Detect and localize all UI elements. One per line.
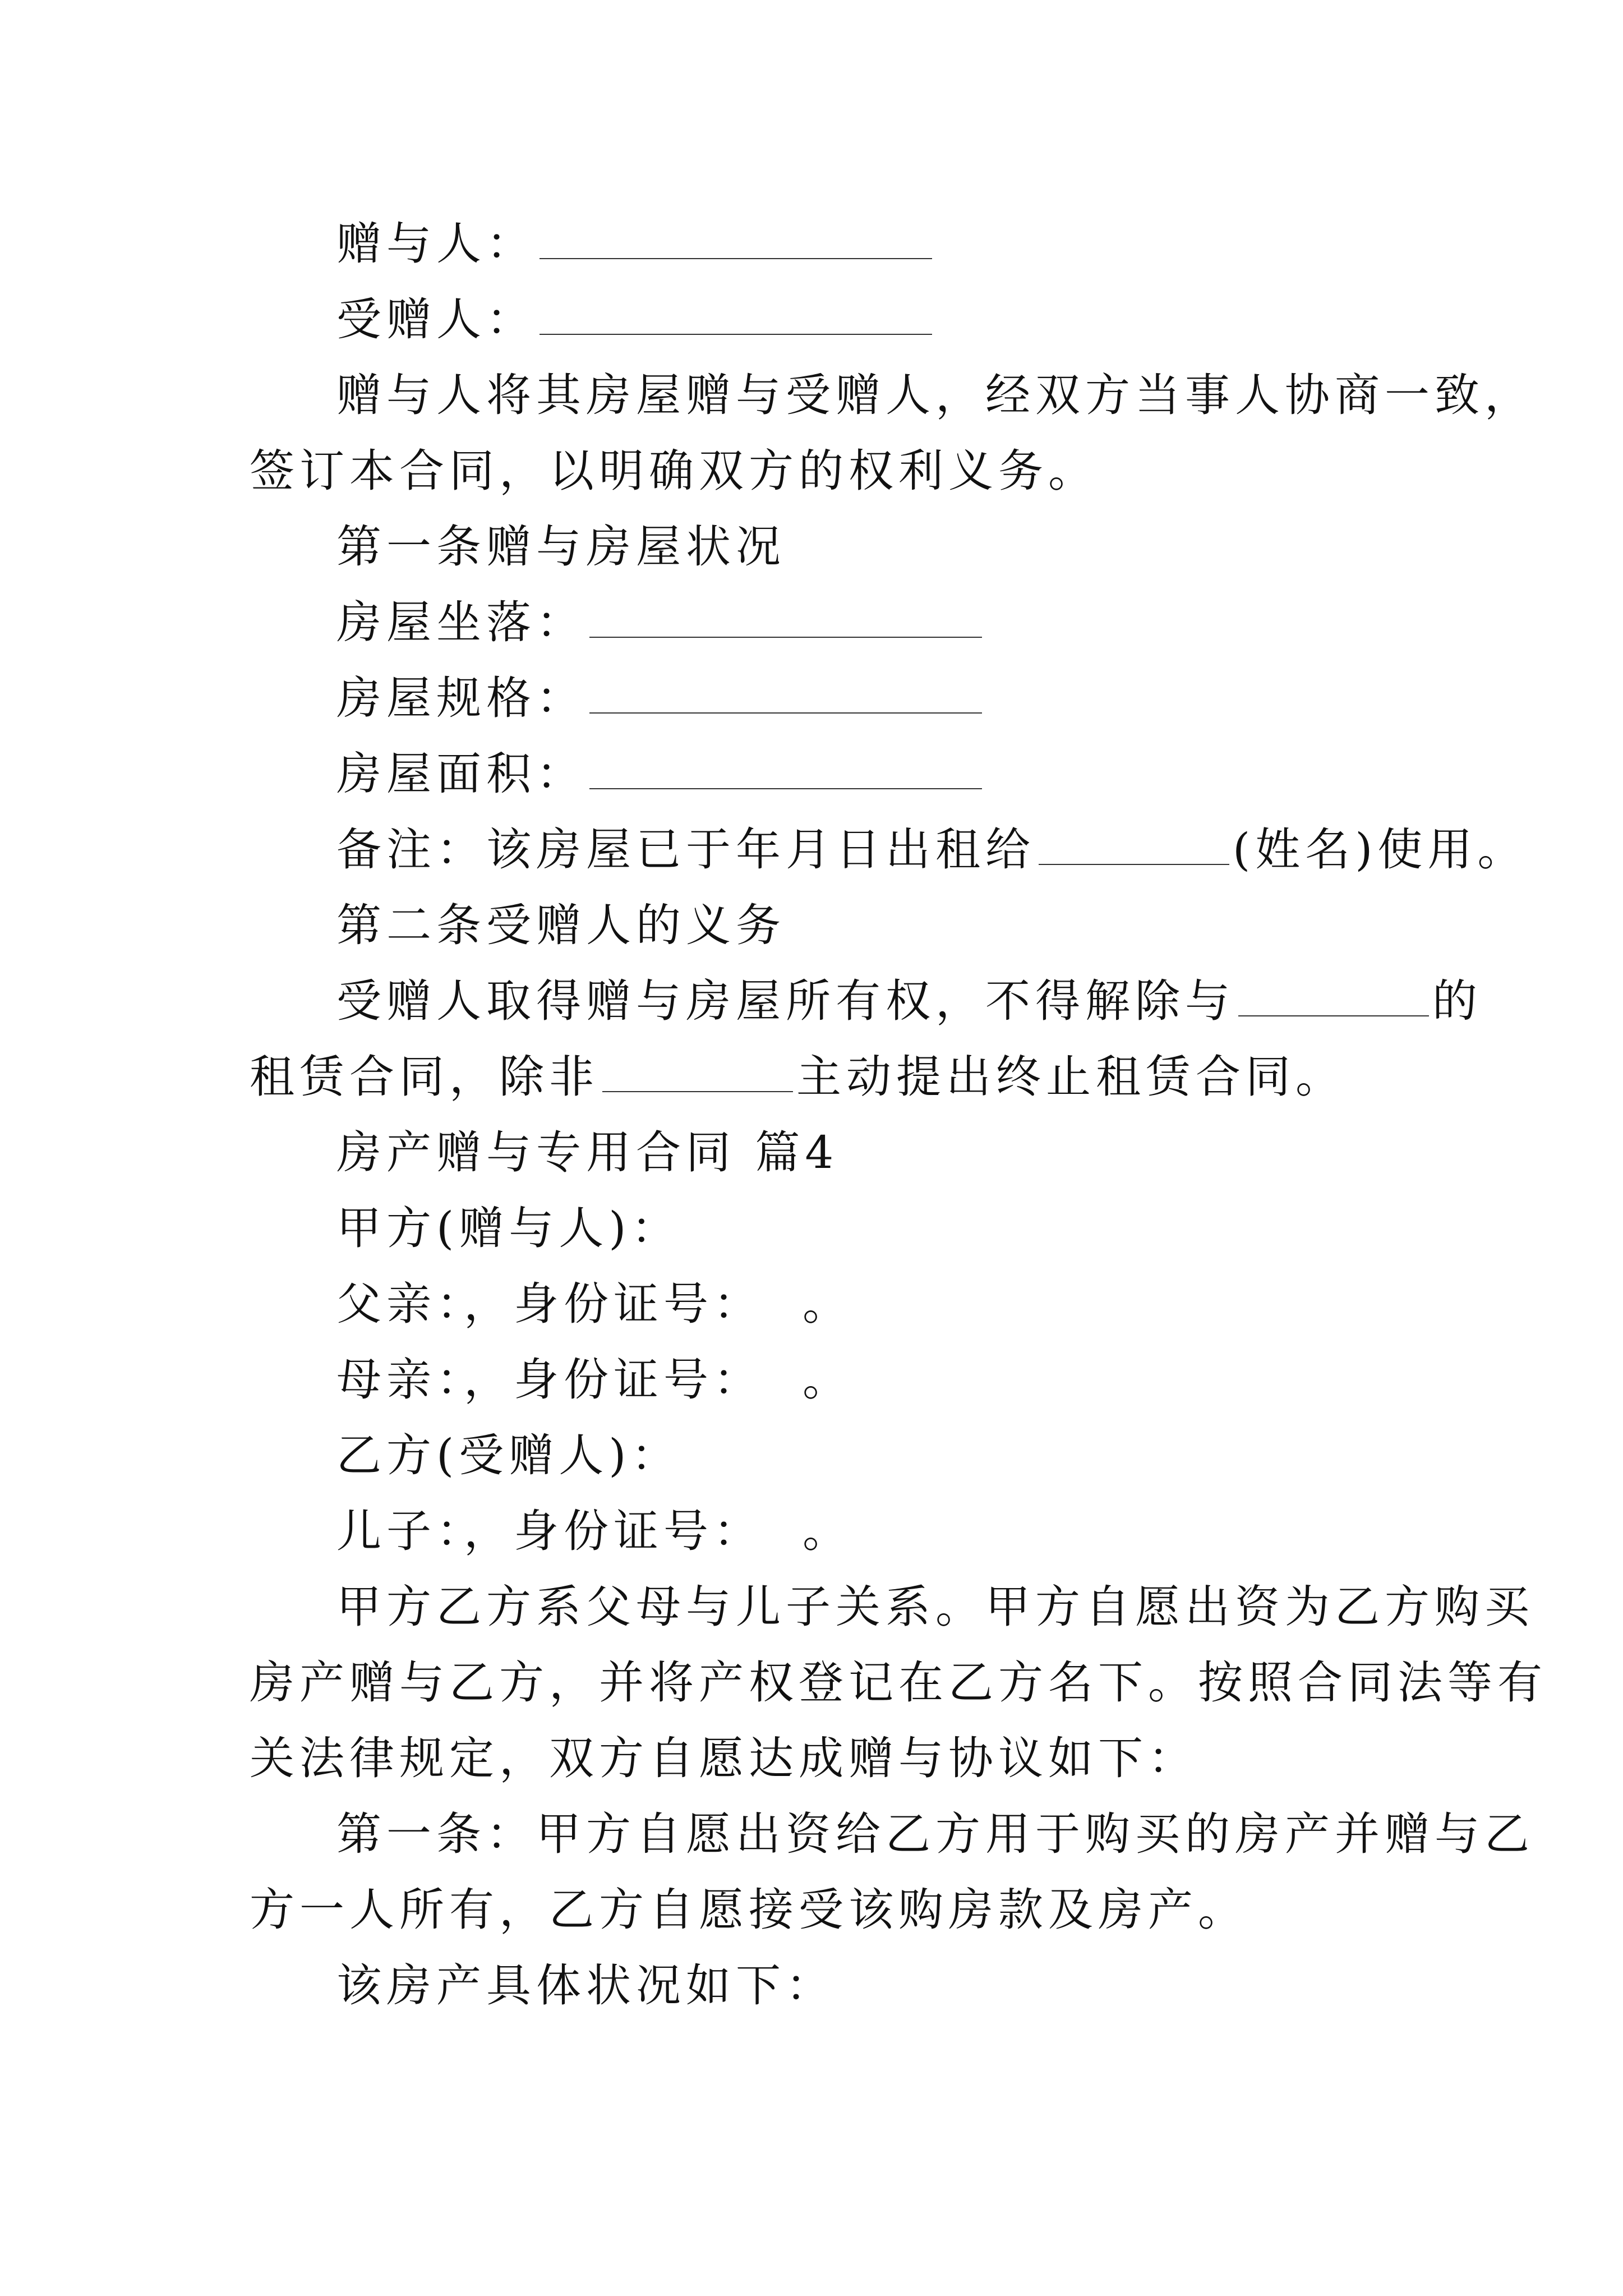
section-title: 房产赠与专用合同 篇4 xyxy=(336,1126,839,1179)
period: 。 xyxy=(803,1505,852,1557)
paragraph-line: 房产赠与乙方，并将产权登记在乙方名下。按照合同法等有 xyxy=(250,1657,1547,1709)
house-area-blank xyxy=(589,788,982,789)
article-heading: 第二条受赠人的义务 xyxy=(336,899,786,951)
father-line xyxy=(336,1278,852,1330)
period: 。 xyxy=(803,1354,852,1406)
mother-label: 母亲： xyxy=(336,1354,464,1406)
recipient-blank xyxy=(540,333,932,335)
paragraph-line: 方一人所有，乙方自愿接受该购房款及房产。 xyxy=(250,1884,1248,1936)
obligation-suffix: 的 xyxy=(1432,975,1482,1027)
mother-line xyxy=(336,1354,852,1406)
son-label: 儿子： xyxy=(336,1505,464,1557)
donor-blank xyxy=(540,257,932,259)
house-location-line xyxy=(336,596,985,648)
paragraph-line: 该房产具体状况如下： xyxy=(336,1959,836,2012)
house-location-blank xyxy=(589,636,982,638)
donor-label: 赠与人： xyxy=(336,218,536,270)
father-label: 父亲： xyxy=(336,1278,464,1330)
recipient-label: 受赠人： xyxy=(336,293,536,346)
house-spec-label: 房屋规格： xyxy=(336,672,586,724)
note-line xyxy=(336,823,1528,876)
paragraph-line xyxy=(250,1051,1345,1103)
house-area-line xyxy=(336,748,985,800)
id-label: ，身份证号： xyxy=(464,1278,763,1330)
house-area-label: 房屋面积： xyxy=(336,748,586,800)
paragraph-line: 签订本合同，以明确双方的权利义务。 xyxy=(250,445,1098,497)
house-location-label: 房屋坐落： xyxy=(336,596,586,648)
period: 。 xyxy=(803,1278,852,1330)
note-suffix: (姓名)使用。 xyxy=(1233,823,1528,876)
tenant-name-blank xyxy=(1039,863,1229,865)
id-label: ，身份证号： xyxy=(464,1354,763,1406)
party-b-heading: 乙方(受赠人)： xyxy=(336,1429,681,1481)
paragraph-line xyxy=(336,975,1482,1027)
house-spec-blank xyxy=(589,712,982,714)
paragraph-line: 甲方乙方系父母与儿子关系。甲方自愿出资为乙方购买 xyxy=(336,1581,1534,1633)
article-heading: 第一条赠与房屋状况 xyxy=(336,521,786,573)
donor-line xyxy=(336,218,935,270)
son-line xyxy=(336,1505,852,1557)
house-spec-line xyxy=(336,672,985,724)
note-text: 备注：该房屋已于年月日出租给 xyxy=(336,823,1035,876)
lease-text: 租赁合同，除非 xyxy=(250,1051,599,1103)
paragraph-line: 关法律规定，双方自愿达成赠与协议如下： xyxy=(250,1732,1198,1784)
paragraph-line: 赠与人将其房屋赠与受赠人，经双方当事人协商一致， xyxy=(336,369,1534,421)
tenant-blank xyxy=(1238,1015,1429,1016)
party-a-heading: 甲方(赠与人)： xyxy=(336,1202,681,1254)
id-label: ，身份证号： xyxy=(464,1505,763,1557)
obligation-text: 受赠人取得赠与房屋所有权，不得解除与 xyxy=(336,975,1235,1027)
recipient-line xyxy=(336,293,935,346)
paragraph-line: 第一条：甲方自愿出资给乙方用于购买的房产并赠与乙 xyxy=(336,1808,1534,1860)
lease-suffix: 主动提出终止租赁合同。 xyxy=(796,1051,1345,1103)
lease-party-blank xyxy=(602,1091,793,1092)
